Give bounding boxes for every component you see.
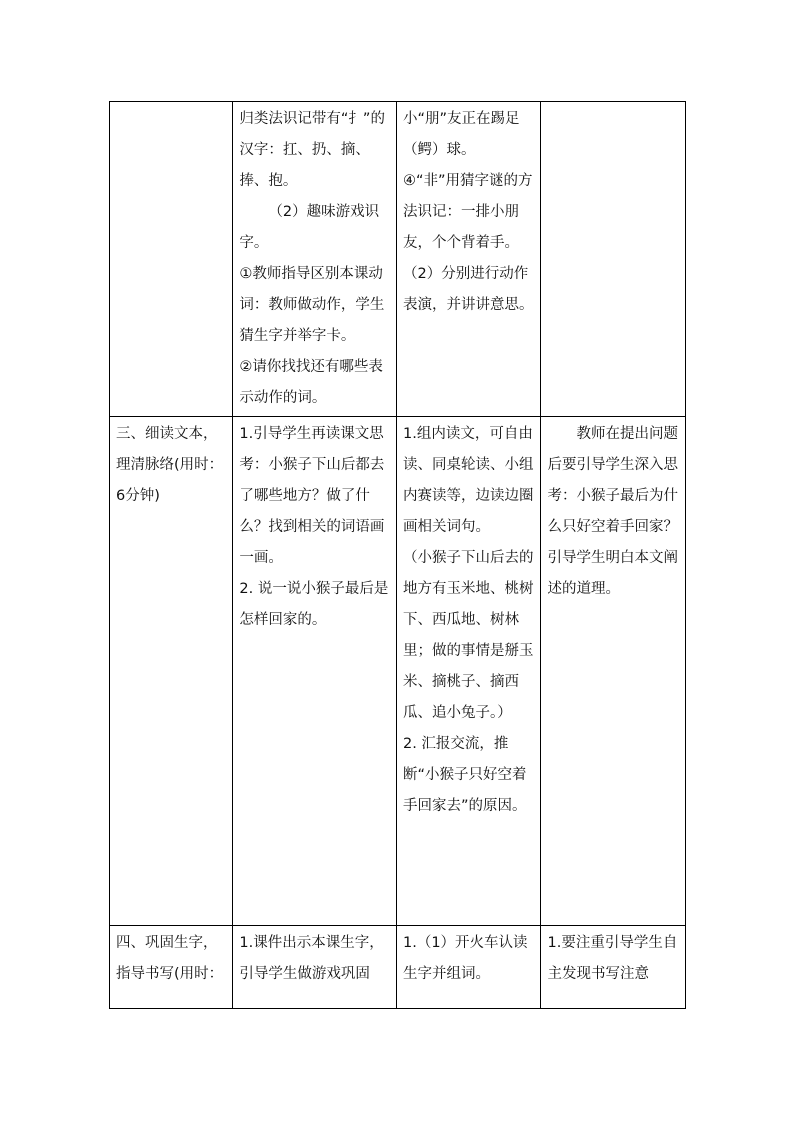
paragraph: ①教师指导区别本课动词：教师做动作，学生猜生字并举字卡。 xyxy=(239,266,385,344)
paragraph: ②请你找找还有哪些表示动作的词。 xyxy=(239,359,383,406)
paragraph: （2）趣味游戏识字。 xyxy=(239,204,380,251)
paragraph: 1.引导学生再读课文思考：小猴子下山后都去了哪些地方？做了什么？找到相关的词语画一画。 xyxy=(239,426,385,566)
paragraph: 小“朋”友正在踢足（鳄）球。 xyxy=(402,111,520,158)
student-activity-cell xyxy=(396,417,541,926)
student-activity-cell xyxy=(396,102,541,417)
stage-cell xyxy=(110,102,233,417)
design-intent-cell xyxy=(541,417,686,926)
design-intent-cell: 1.要注重引导学生自主发现书写注意 xyxy=(541,926,686,1009)
paragraph: 归类法识记带有“扌”的汉字：扛、扔、摘、捧、抱。 xyxy=(239,111,385,189)
design-intent-cell xyxy=(541,102,686,417)
stage-cell: 三、细读文本，理清脉络(用时：6分钟) xyxy=(110,417,233,926)
paragraph: 2. 说一说小猴子最后是怎样回家的。 xyxy=(239,581,389,628)
table-row xyxy=(110,417,686,926)
lesson-plan-table xyxy=(109,101,686,1009)
paragraph: （小猴子下山后去的地方有玉米地、桃树下、西瓜地、树林里；做的事情是掰玉米、摘桃子、摘西瓜、追小兔子。） xyxy=(402,550,534,721)
teacher-activity-cell xyxy=(233,417,397,926)
teacher-activity-cell: 1.课件出示本课生字，引导学生做游戏巩固 xyxy=(233,926,397,1009)
paragraph: ④“非”用猜字谜的方法识记：一排小朋友，个个背着手。 xyxy=(402,173,533,251)
stage-cell: 四、巩固生字，指导书写(用时： xyxy=(110,926,233,1009)
paragraph: （2）分别进行动作表演，并讲讲意思。 xyxy=(402,266,534,313)
table-row xyxy=(110,926,686,1009)
paragraph: 教师在提出问题后要引导学生深入思考：小猴子最后为什么只好空着手回家？引导学生明白本文阐述的道理。 xyxy=(547,426,678,597)
paragraph: 1.组内读文，可自由读、同桌轮读、小组内赛读等，边读边圈画相关词句。 xyxy=(402,426,534,535)
table-row xyxy=(110,102,686,417)
teacher-activity-cell xyxy=(233,102,397,417)
student-activity-cell: 1.（1）开火车认读生字并组词。 xyxy=(396,926,541,1009)
paragraph: 2. 汇报交流，推断“小猴子只好空着手回家去”的原因。 xyxy=(402,736,527,814)
